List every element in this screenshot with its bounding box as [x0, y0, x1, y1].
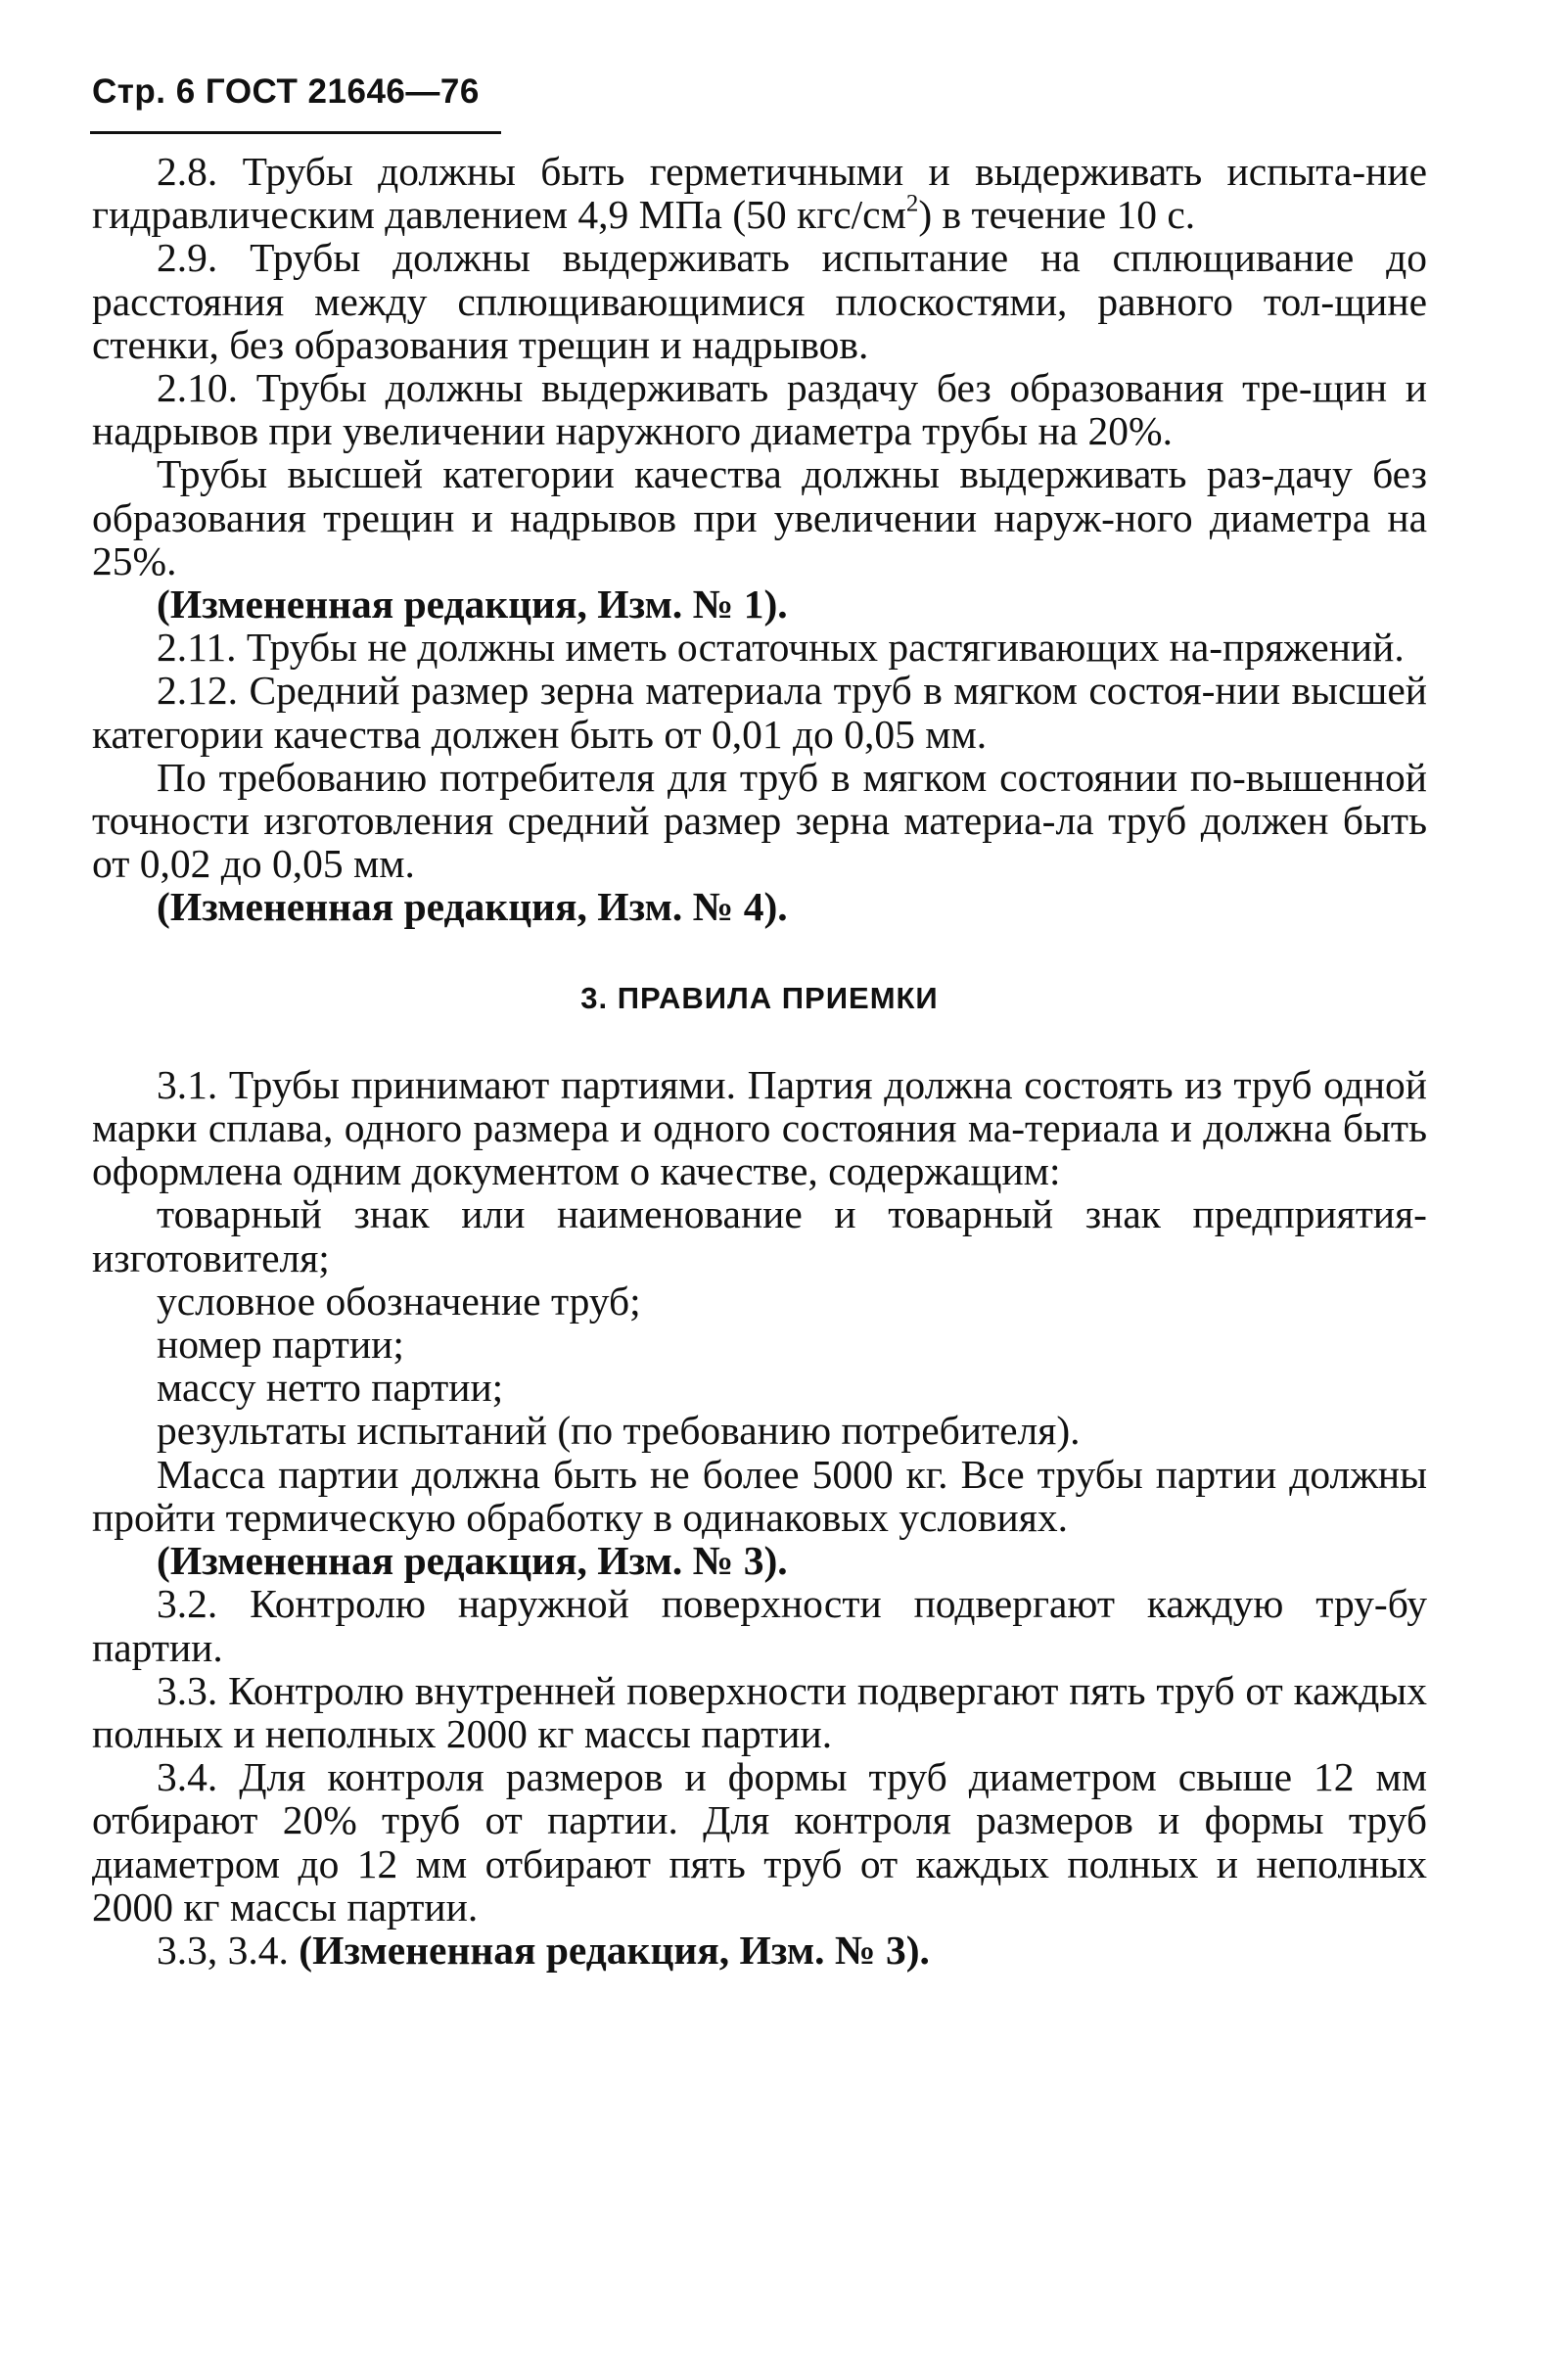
page-header: Стр. 6 ГОСТ 21646—76: [92, 72, 480, 111]
paragraph-3-3: 3.3. Контролю внутренней поверхности подвергают пять труб от каждых полных и неполных 2000 кг массы партии.: [92, 1667, 1427, 1756]
paragraph-3-4: 3.4. Для контроля размеров и формы труб диаметром свыше 12 мм отбирают 20% труб от партии. Для контроля размеров и формы труб диаметром до 12 мм отбирают пять труб от каждых полных и неполных 2000 кг массы партии.: [92, 1754, 1427, 1929]
paragraph-2-12: 2.12. Средний размер зерна материала труб в мягком состоя-нии высшей категории качества должен быть от 0,01 до 0,05 мм.: [92, 668, 1427, 757]
paragraph-2-8: [92, 150, 1427, 236]
paragraph-2-9: 2.9. Трубы должны выдерживать испытание на сплющивание до расстояния между сплющивающимися плоскостями, равного тол-щине стенки, без образования трещин и надрывов.: [92, 235, 1427, 367]
paragraph-2-8-text: 2.8. Трубы должны быть герметичными и выдерживать испыта-ние гидравлическим давлением 4,9 МПа (50 кгс/см: [92, 149, 1427, 238]
list-item: условное обозначение труб;: [157, 1278, 641, 1324]
spacer: [92, 929, 1427, 977]
revision-note-3: (Измененная редакция, Изм. № 3).: [157, 1538, 788, 1584]
revision-note-1: (Измененная редакция, Изм. № 1).: [157, 581, 788, 628]
revision-note-4: (Измененная редакция, Изм. № 4).: [157, 884, 788, 930]
spacer: [92, 1020, 1427, 1063]
paragraph-3-2: 3.2. Контролю наружной поверхности подвергают каждую тру-бу партии.: [92, 1581, 1427, 1670]
list-item: товарный знак или наименование и товарный знак предприятия-изготовителя;: [92, 1191, 1427, 1280]
superscript: 2: [905, 190, 919, 217]
document-body: [92, 150, 1427, 1972]
list-item: результаты испытаний (по требованию потребителя).: [157, 1408, 1081, 1454]
revision-prefix: 3.3, 3.4.: [157, 1927, 289, 1973]
header-rule: [90, 131, 501, 134]
paragraph-2-10: 2.10. Трубы должны выдерживать раздачу без образования тре-щин и надрывов при увеличении наружного диаметра трубы на 20%.: [92, 365, 1427, 454]
paragraph-2-12-continued: По требованию потребителя для труб в мягком состоянии по-вышенной точности изготовления средний размер зерна материа-ла труб должен быть от 0,02 до 0,05 мм.: [92, 754, 1427, 887]
revision-note-3-3-3-4: [92, 1929, 1427, 1972]
list-item: номер партии;: [157, 1322, 404, 1368]
paragraph-2-8-tail: ) в течение 10 с.: [918, 192, 1196, 238]
paragraph-2-10-continued: Трубы высшей категории качества должны выдерживать раз-дачу без образования трещин и надрывов при увеличении наруж-ного диаметра на 25%.: [92, 451, 1427, 583]
revision-text: (Измененная редакция, Изм. № 3).: [299, 1927, 930, 1973]
section-3-title: 3. ПРАВИЛА ПРИЕМКИ: [580, 980, 939, 1015]
paragraph-3-1: 3.1. Трубы принимают партиями. Партия должна состоять из труб одной марки сплава, одного размера и одного состояния ма-териала и должна быть оформлена одним документом о качестве, содержащим:: [92, 1061, 1427, 1194]
paragraph-3-1-continued: Масса партии должна быть не более 5000 кг. Все трубы партии должны пройти термическую обработку в одинаковых условиях.: [92, 1451, 1427, 1540]
list-item: массу нетто партии;: [157, 1365, 504, 1411]
paragraph-2-11: 2.11. Трубы не должны иметь остаточных растягивающих на-пряжений.: [157, 625, 1405, 671]
